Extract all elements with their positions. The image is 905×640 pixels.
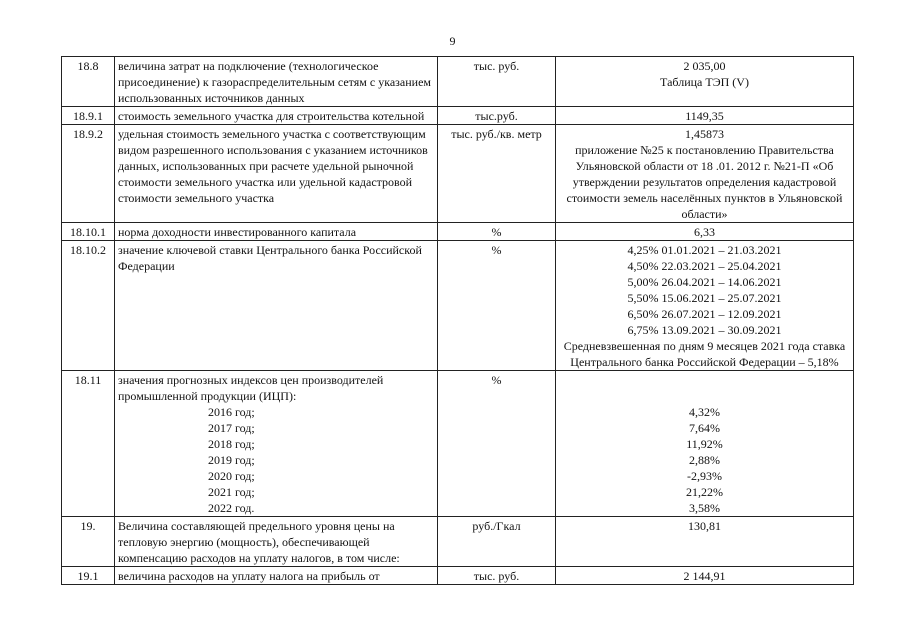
row-unit: руб./Гкал bbox=[438, 517, 556, 567]
year-value: 2,88% bbox=[689, 453, 720, 467]
value-line: Средневзвешенная по дням 9 месяцев 2021 года ставка Центрального банка Российской Федерации – 5,18% bbox=[563, 339, 846, 369]
row-unit: тыс. руб. bbox=[438, 567, 556, 585]
value-line: 5,50% 15.06.2021 – 25.07.2021 bbox=[627, 291, 782, 305]
row-number: 18.11 bbox=[62, 371, 115, 517]
year-value: 7,64% bbox=[689, 421, 720, 435]
value-line: приложение №25 к постановлению Правительства Ульяновской области от 18 .01. 2012 г. №21-П «Об утверждении результатов определения кадастровой стоимости земель населённых пунктов в Ульяновской области» bbox=[566, 143, 843, 221]
row-value bbox=[556, 223, 854, 241]
row-number: 18.9.2 bbox=[62, 125, 115, 223]
year-value: 3,58% bbox=[689, 501, 720, 515]
index-description: значения прогнозных индексов цен производителей промышленной продукции (ИЦП): bbox=[118, 373, 384, 403]
year-label: 2018 год; bbox=[208, 437, 255, 451]
table-row bbox=[62, 125, 854, 223]
value-line: 2 035,00 bbox=[683, 59, 726, 73]
table-row bbox=[62, 567, 854, 585]
value-line: 6,75% 13.09.2021 – 30.09.2021 bbox=[627, 323, 782, 337]
row-description: норма доходности инвестированного капитала bbox=[115, 223, 438, 241]
tariff-table bbox=[61, 56, 854, 585]
row-number: 18.10.2 bbox=[62, 241, 115, 371]
value-line: Таблица ТЭП (V) bbox=[660, 75, 749, 89]
row-description bbox=[115, 371, 438, 517]
row-value: 2 144,91 bbox=[556, 567, 854, 585]
table-row bbox=[62, 241, 854, 371]
row-number: 18.8 bbox=[62, 57, 115, 107]
row-unit: % bbox=[438, 371, 556, 517]
year-label: 2021 год; bbox=[208, 485, 255, 499]
year-value: 4,32% bbox=[689, 405, 720, 419]
row-value bbox=[556, 241, 854, 371]
row-number: 18.9.1 bbox=[62, 107, 115, 125]
row-value bbox=[556, 125, 854, 223]
year-value: -2,93% bbox=[687, 469, 722, 483]
year-value: 11,92% bbox=[686, 437, 723, 451]
row-value bbox=[556, 107, 854, 125]
page-number: 9 bbox=[449, 34, 456, 48]
value-line: 1,45873 bbox=[685, 127, 724, 141]
row-unit: тыс.руб. bbox=[438, 107, 556, 125]
year-label: 2017 год; bbox=[208, 421, 255, 435]
row-description: значение ключевой ставки Центрального банка Российской Федерации bbox=[115, 241, 438, 371]
row-value bbox=[556, 371, 854, 517]
row-unit: % bbox=[438, 223, 556, 241]
value-line: 5,00% 26.04.2021 – 14.06.2021 bbox=[627, 275, 782, 289]
row-unit: тыс. руб./кв. метр bbox=[438, 125, 556, 223]
table-row bbox=[62, 223, 854, 241]
value-line: 1149,35 bbox=[685, 109, 724, 123]
row-number: 18.10.1 bbox=[62, 223, 115, 241]
value-line: 4,50% 22.03.2021 – 25.04.2021 bbox=[627, 259, 782, 273]
row-description: Величина составляющей предельного уровня цены на тепловую энергию (мощность), обеспечивающей компенсацию расходов на уплату налогов, в том числе: bbox=[115, 517, 438, 567]
row-description: стоимость земельного участка для строительства котельной bbox=[115, 107, 438, 125]
value-line: 4,25% 01.01.2021 – 21.03.2021 bbox=[627, 243, 782, 257]
row-number: 19. bbox=[62, 517, 115, 567]
year-label: 2022 год. bbox=[208, 501, 255, 515]
year-value: 21,22% bbox=[686, 485, 723, 499]
table-row bbox=[62, 107, 854, 125]
value-line: 6,33 bbox=[694, 225, 715, 239]
row-value: 130,81 bbox=[556, 517, 854, 567]
year-label: 2020 год; bbox=[208, 469, 255, 483]
row-unit: % bbox=[438, 241, 556, 371]
year-label: 2016 год; bbox=[208, 405, 255, 419]
row-unit: тыс. руб. bbox=[438, 57, 556, 107]
table-row bbox=[62, 371, 854, 517]
table-row bbox=[62, 517, 854, 567]
row-description: величина расходов на уплату налога на прибыль от bbox=[115, 567, 438, 585]
row-description: величина затрат на подключение (технологическое присоединение) к газораспределительным сетям с указанием использованных источников данных bbox=[115, 57, 438, 107]
row-description: удельная стоимость земельного участка с соответствующим видом разрешенного использования с указанием источников данных, использованных при расчете удельной рыночной стоимости земельного участка или удельной кадастровой стоимости земельного участка bbox=[115, 125, 438, 223]
year-label: 2019 год; bbox=[208, 453, 255, 467]
value-line: 6,50% 26.07.2021 – 12.09.2021 bbox=[627, 307, 782, 321]
row-number: 19.1 bbox=[62, 567, 115, 585]
row-value bbox=[556, 57, 854, 107]
table-row bbox=[62, 57, 854, 107]
